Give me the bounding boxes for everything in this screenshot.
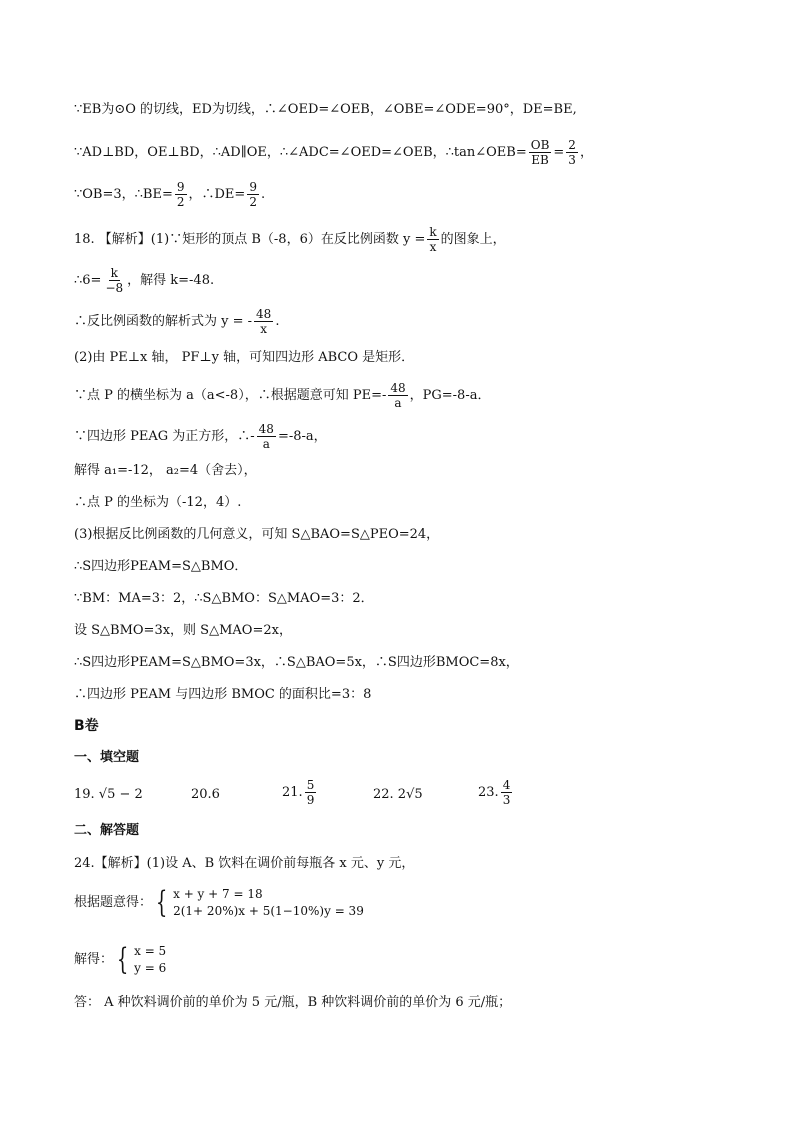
- text-segment: 的图象上，: [440, 232, 506, 247]
- fraction: [427, 225, 438, 254]
- text-segment: ∵OB=3，∴BE=: [74, 187, 173, 202]
- text-line: ∴四边形 PEAM 与四边形 BMOC 的面积比=3：8: [74, 687, 372, 702]
- fraction-numerator: 9: [249, 180, 257, 194]
- fraction: [388, 381, 407, 410]
- answer-21: [282, 778, 318, 807]
- fraction: [501, 778, 513, 807]
- text-segment: ∵AD⊥BD，OE⊥BD，∴AD∥OE，∴∠ADC=∠OED=∠OEB，∴tan∠OEB=: [74, 145, 527, 160]
- fraction-numerator: 4: [502, 778, 511, 792]
- fraction-denominator: a: [394, 396, 402, 410]
- answer-22: 22. 2√5: [373, 787, 423, 802]
- brace-symbol: {: [116, 942, 129, 977]
- answer-23: [478, 778, 514, 807]
- text-line: ∵EB为⊙O 的切线，ED为切线，∴∠OED=∠OEB，∠OBE=∠ODE=90°，DE=BE,: [74, 102, 577, 117]
- fraction: [254, 307, 273, 336]
- solution-system: [74, 943, 166, 987]
- equation-system: [74, 886, 364, 930]
- equation: x + y + 7 = 18: [173, 887, 263, 901]
- fraction: [257, 422, 276, 451]
- fraction-numerator: k: [110, 266, 118, 280]
- answer-number: 23.: [478, 785, 499, 800]
- text-line: ∵BM：MA=3：2，∴S△BMO：S△MAO=3：2．: [74, 591, 374, 606]
- fraction-denominator: 3: [502, 793, 511, 807]
- fraction-numerator: 2: [568, 138, 576, 152]
- fraction: [305, 778, 317, 807]
- answer-row: [74, 778, 554, 812]
- equation-lines: [134, 943, 166, 977]
- fraction-numerator: OB: [530, 138, 550, 152]
- text-line: ∴S四边形PEAM=S△BMO=3x，∴S△BAO=5x，∴S四边形BMOC=8x，: [74, 655, 519, 670]
- fraction-numerator: 9: [176, 180, 185, 194]
- text-line: 24.【解析】(1)设 A、B 饮料在调价前每瓶各 x 元、y 元，: [74, 856, 415, 871]
- text-segment: .: [275, 314, 280, 329]
- text-segment: ∴反比例函数的解析式为 y = -: [74, 314, 253, 329]
- text-segment: ∵四边形 PEAG 为正方形，∴-: [74, 429, 255, 444]
- text-line: (3)根据反比例函数的几何意义，可知 S△BAO=S△PEO=24，: [74, 527, 440, 542]
- fraction-denominator: 9: [306, 793, 315, 807]
- text-segment: 解得：: [74, 952, 114, 967]
- text-segment: ∴6=: [74, 273, 102, 288]
- text-line: (2)由 PE⊥x 轴， PF⊥y 轴，可知四边形 ABCO 是矩形．: [74, 350, 415, 365]
- equation: x = 5: [134, 944, 167, 958]
- fraction-numerator: 48: [390, 381, 406, 395]
- answer-number: 21.: [282, 785, 303, 800]
- text-segment: ，∴DE=: [188, 187, 246, 202]
- text-segment: 18. 【解析】(1)∵矩形的顶点 B（-8，6）在反比例函数 y =: [74, 232, 426, 247]
- equation: 2(1+ 20%)x + 5(1−10%)y = 39: [173, 904, 364, 918]
- text-segment: ∵点 P 的横坐标为 a（a<-8），∴根据题意可知 PE=-: [74, 388, 387, 403]
- fraction-denominator: −8: [105, 281, 124, 295]
- text-segment: ，PG=-8-a．: [409, 388, 491, 403]
- text-segment: ，解得 k=-48.: [127, 273, 215, 288]
- text-line: [74, 180, 265, 209]
- text-line: ∴点 P 的坐标为（-12，4）.: [74, 495, 242, 510]
- equation-lines: [173, 886, 364, 920]
- fraction-denominator: EB: [531, 153, 549, 167]
- text-line: [74, 138, 593, 167]
- fraction-denominator: x: [429, 240, 437, 254]
- equation: y = 6: [134, 961, 167, 975]
- text-line: ∴S四边形PEAM=S△BMO．: [74, 559, 248, 574]
- subsection-title: 二、解答题: [74, 823, 140, 838]
- text-line: 解得 a₁=-12， a₂=4（舍去），: [74, 463, 257, 478]
- text-segment: =-8-a，: [277, 429, 327, 444]
- fraction-numerator: 5: [306, 778, 315, 792]
- text-segment: =: [553, 145, 565, 160]
- fraction: [103, 266, 125, 295]
- fraction-numerator: 48: [258, 422, 274, 436]
- fraction: [247, 180, 259, 209]
- text-line: [74, 422, 327, 451]
- fraction-denominator: x: [260, 322, 268, 336]
- answer-19: 19. √5 − 2: [74, 787, 143, 802]
- text-segment: ，: [579, 145, 593, 160]
- answer-20: 20.6: [191, 787, 220, 802]
- subsection-title: 一、填空题: [74, 750, 140, 765]
- fraction-denominator: 2: [176, 195, 185, 209]
- fraction-numerator: 48: [256, 307, 272, 321]
- text-segment: .: [260, 187, 266, 202]
- brace-symbol: {: [155, 885, 168, 920]
- fraction-denominator: 3: [568, 153, 576, 167]
- section-title: B卷: [74, 718, 99, 734]
- fraction: [175, 180, 187, 209]
- text-line: [74, 307, 279, 336]
- fraction-numerator: k: [429, 225, 437, 239]
- text-segment: 根据题意得：: [74, 895, 153, 910]
- fraction-denominator: 2: [249, 195, 257, 209]
- text-line: [74, 266, 214, 295]
- text-line: [74, 225, 506, 254]
- text-line: 设 S△BMO=3x，则 S△MAO=2x，: [74, 623, 292, 638]
- fraction-denominator: a: [262, 437, 270, 451]
- text-line: [74, 381, 490, 410]
- fraction: [566, 138, 578, 167]
- fraction: [529, 138, 552, 167]
- text-line: 答： A 种饮料调价前的单价为 5 元/瓶，B 种饮料调价前的单价为 6 元/瓶；: [74, 995, 512, 1010]
